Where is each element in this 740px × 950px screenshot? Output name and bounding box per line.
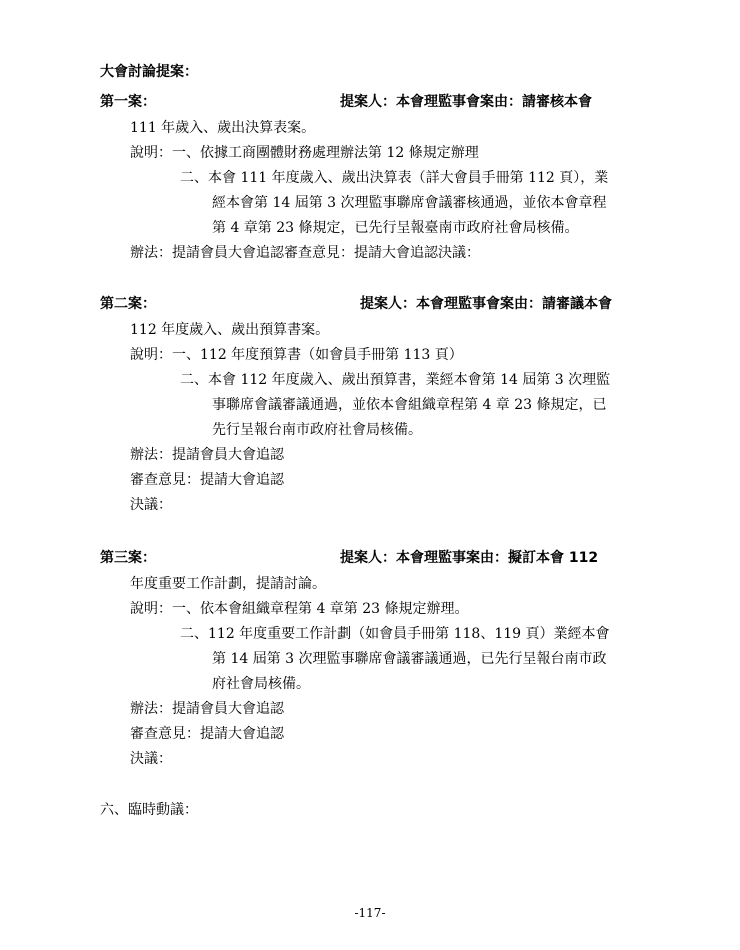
proposal3-resolution: 決議： [130,751,172,767]
proposal2-case-cont: 112 年度歲入、歲出預算書案。 [130,322,330,338]
proposal1-label: 第一案： [100,94,156,110]
proposal3-note2a: 二、112 年度重要工作計劃（如會員手冊第 118、119 頁）業經本會 [180,626,610,642]
proposal2-resolution: 決議： [130,497,172,513]
proposal3-case-cont: 年度重要工作計劃，提請討論。 [130,576,326,592]
proposal3-note1: 說明：一、依本會組織章程第 4 章第 23 條規定辦理。 [130,601,469,617]
proposal1-note1: 說明：一、依據工商團體財務處理辦法第 12 條規定辦理 [130,145,479,161]
proposal3-label: 第三案： [100,550,156,566]
proposal1-method: 辦法：提請會員大會追認審查意見：提請大會追認決議： [130,245,480,261]
proposal3-method: 辦法：提請會員大會追認 [130,701,284,717]
proposal1-note2a: 二、本會 111 年度歲入、歲出決算表（詳大會員手冊第 112 頁），業 [180,170,609,186]
proposal1-note2b: 經本會第 14 屆第 3 次理監事聯席會議審核通過，並依本會章程 [212,195,607,211]
proposal2-proposer-case: 提案人：本會理監事會案由：請審議本會 [360,296,612,312]
proposal2-note2c: 先行呈報台南市政府社會局核備。 [212,422,422,438]
proposal1-case-cont: 111 年歲入、歲出決算表案。 [130,120,316,136]
proposal3-note2b: 第 14 屆第 3 次理監事聯席會議審議通過，已先行呈報台南市政 [212,651,607,667]
proposal3-note2c: 府社會局核備。 [212,676,310,692]
proposal3-review: 審查意見：提請大會追認 [130,726,284,742]
proposal1-note2c: 第 4 章第 23 條規定，已先行呈報臺南市政府社會局核備。 [212,220,579,236]
section-title: 大會討論提案： [100,64,198,80]
proposal2-note1: 說明：一、112 年度預算書（如會員手冊第 113 頁） [130,347,463,363]
proposal2-method: 辦法：提請會員大會追認 [130,447,284,463]
proposal2-label: 第二案： [100,296,156,312]
proposal2-review: 審查意見：提請大會追認 [130,472,284,488]
page-number: -117- [354,906,386,920]
proposal1-proposer-case: 提案人：本會理監事會案由：請審核本會 [340,94,592,110]
proposal2-note2b: 事聯席會議審議通過，並依本會組織章程第 4 章 23 條規定，已 [212,397,607,413]
proposal2-note2a: 二、本會 112 年度歲入、歲出預算書，業經本會第 14 屆第 3 次理監 [180,372,611,388]
proposal3-proposer-case: 提案人：本會理監事案由：擬訂本會 112 [340,550,599,566]
extempore-motion: 六、臨時動議： [100,802,198,818]
